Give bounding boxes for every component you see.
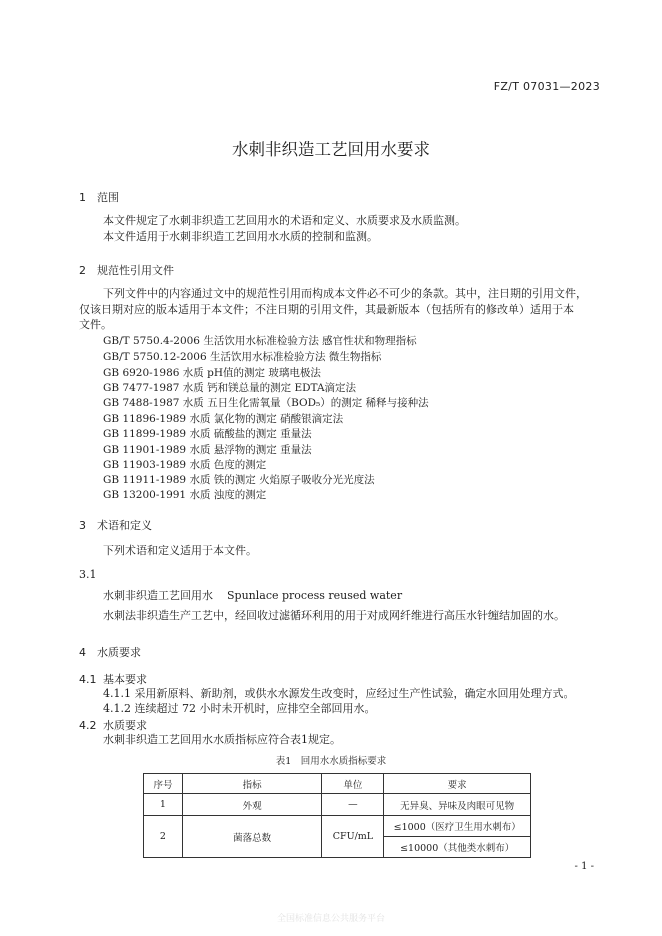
- subsection-4-2-text: 水刺非织造工艺回用水水质指标应符合表1规定。: [103, 733, 341, 746]
- section-3-number: 3: [79, 519, 86, 532]
- section-1-title: 范围: [97, 191, 119, 204]
- section-4-heading: [79, 644, 141, 660]
- subsection-4-1-number: 4.1: [79, 673, 97, 686]
- table-header-row: [144, 774, 531, 794]
- subsection-4-1-title: 基本要求: [103, 673, 147, 686]
- clause-4-1-1: 4.1.1 采用新原料、新助剂，或供水水源发生改变时，应经过生产性试验，确定水回用处理方式。: [103, 687, 575, 700]
- clause-4-1-2: 4.1.2 连续超过 72 小时未开机时，应排空全部回用水。: [103, 702, 376, 715]
- section-2-intro: 下列文件中的内容通过文中的规范性引用而构成本文件必不可少的条款。其中，注日期的引用文件，: [103, 287, 587, 300]
- reference-item: GB 11911-1989 水质 铁的测定 火焰原子吸收分光光度法: [103, 474, 375, 486]
- section-3-title: 术语和定义: [97, 519, 152, 532]
- document-title: 水刺非织造工艺回用水要求: [232, 140, 430, 159]
- subsection-4-1-heading: [79, 671, 147, 687]
- reference-item: GB/T 5750.12-2006 生活饮用水标准检验方法 微生物指标: [103, 351, 382, 363]
- subsection-4-2-heading: [79, 717, 147, 733]
- section-1-heading: [79, 189, 119, 205]
- reference-item: GB 7488-1987 水质 五日生化需氧量（BOD₅）的测定 稀释与接种法: [103, 397, 429, 409]
- table-cell: CFU/mL: [322, 816, 384, 858]
- term-number: 3.1: [79, 568, 97, 581]
- header-cell: 序号: [144, 774, 183, 794]
- section-2-intro: 仅该日期对应的版本适用于本文件；不注日期的引用文件，其最新版本（包括所有的修改单）适用于本: [79, 303, 574, 316]
- section-2-intro: 文件。: [79, 318, 112, 331]
- standard-number: FZ/T 07031—2023: [493, 80, 600, 93]
- reference-item: GB 11901-1989 水质 悬浮物的测定 重量法: [103, 444, 312, 456]
- reference-item: GB 11899-1989 水质 硫酸盐的测定 重量法: [103, 428, 312, 440]
- table-cell: —: [322, 794, 384, 816]
- term-definition: 水刺法非织造生产工艺中，经回收过滤循环利用的用于对成网纤维进行高压水针缠结加固的水。: [103, 609, 565, 622]
- term-english: Spunlace process reused water: [227, 589, 403, 602]
- section-3-intro: 下列术语和定义适用于本文件。: [103, 544, 257, 557]
- reference-item: GB/T 5750.4-2006 生活饮用水标准检验方法 感官性状和物理指标: [103, 335, 417, 347]
- watermark-text: 全国标准信息公共服务平台: [276, 914, 385, 924]
- table-cell: 外观: [182, 794, 322, 816]
- table-row: [144, 816, 531, 837]
- reference-item: GB 11896-1989 水质 氯化物的测定 硝酸银滴定法: [103, 413, 344, 425]
- subsection-4-2-number: 4.2: [79, 719, 97, 732]
- subsection-4-2-title: 水质要求: [103, 719, 147, 732]
- reference-item: GB 6920-1986 水质 pH值的测定 玻璃电极法: [103, 367, 321, 379]
- section-2-title: 规范性引用文件: [97, 264, 174, 277]
- section-1-paragraph: 本文件规定了水刺非织造工艺回用水的术语和定义、水质要求及水质监测。: [103, 214, 466, 227]
- section-4-number: 4: [79, 646, 86, 659]
- term-heading: [103, 587, 402, 603]
- section-2-number: 2: [79, 264, 86, 277]
- header-cell: 要求: [384, 774, 531, 794]
- section-2-heading: [79, 262, 174, 278]
- section-3-heading: [79, 517, 152, 533]
- table-caption: 表1 回用水水质指标要求: [275, 756, 387, 767]
- page-number: - 1 -: [574, 861, 594, 872]
- reference-item: GB 7477-1987 水质 钙和镁总量的测定 EDTA滴定法: [103, 382, 357, 394]
- header-cell: 单位: [322, 774, 384, 794]
- section-1-paragraph: 本文件适用于水刺非织造工艺回用水水质的控制和监测。: [103, 230, 378, 243]
- table-cell: 1: [144, 794, 183, 816]
- table-cell: ≤1000（医疗卫生用水刺布）: [384, 816, 531, 837]
- table-cell: 菌落总数: [182, 816, 322, 858]
- reference-item: GB 13200-1991 水质 浊度的测定: [103, 489, 267, 501]
- table-cell: 无异臭、异味及肉眼可见物: [384, 794, 531, 816]
- term-chinese: 水刺非织造工艺回用水: [103, 589, 213, 602]
- table-cell: ≤10000（其他类水刺布）: [384, 837, 531, 858]
- table-row: [144, 794, 531, 816]
- section-4-title: 水质要求: [97, 646, 141, 659]
- reference-item: GB 11903-1989 水质 色度的测定: [103, 459, 267, 471]
- table-cell: 2: [144, 816, 183, 858]
- water-quality-table: [143, 773, 531, 858]
- section-1-number: 1: [79, 191, 86, 204]
- header-cell: 指标: [182, 774, 322, 794]
